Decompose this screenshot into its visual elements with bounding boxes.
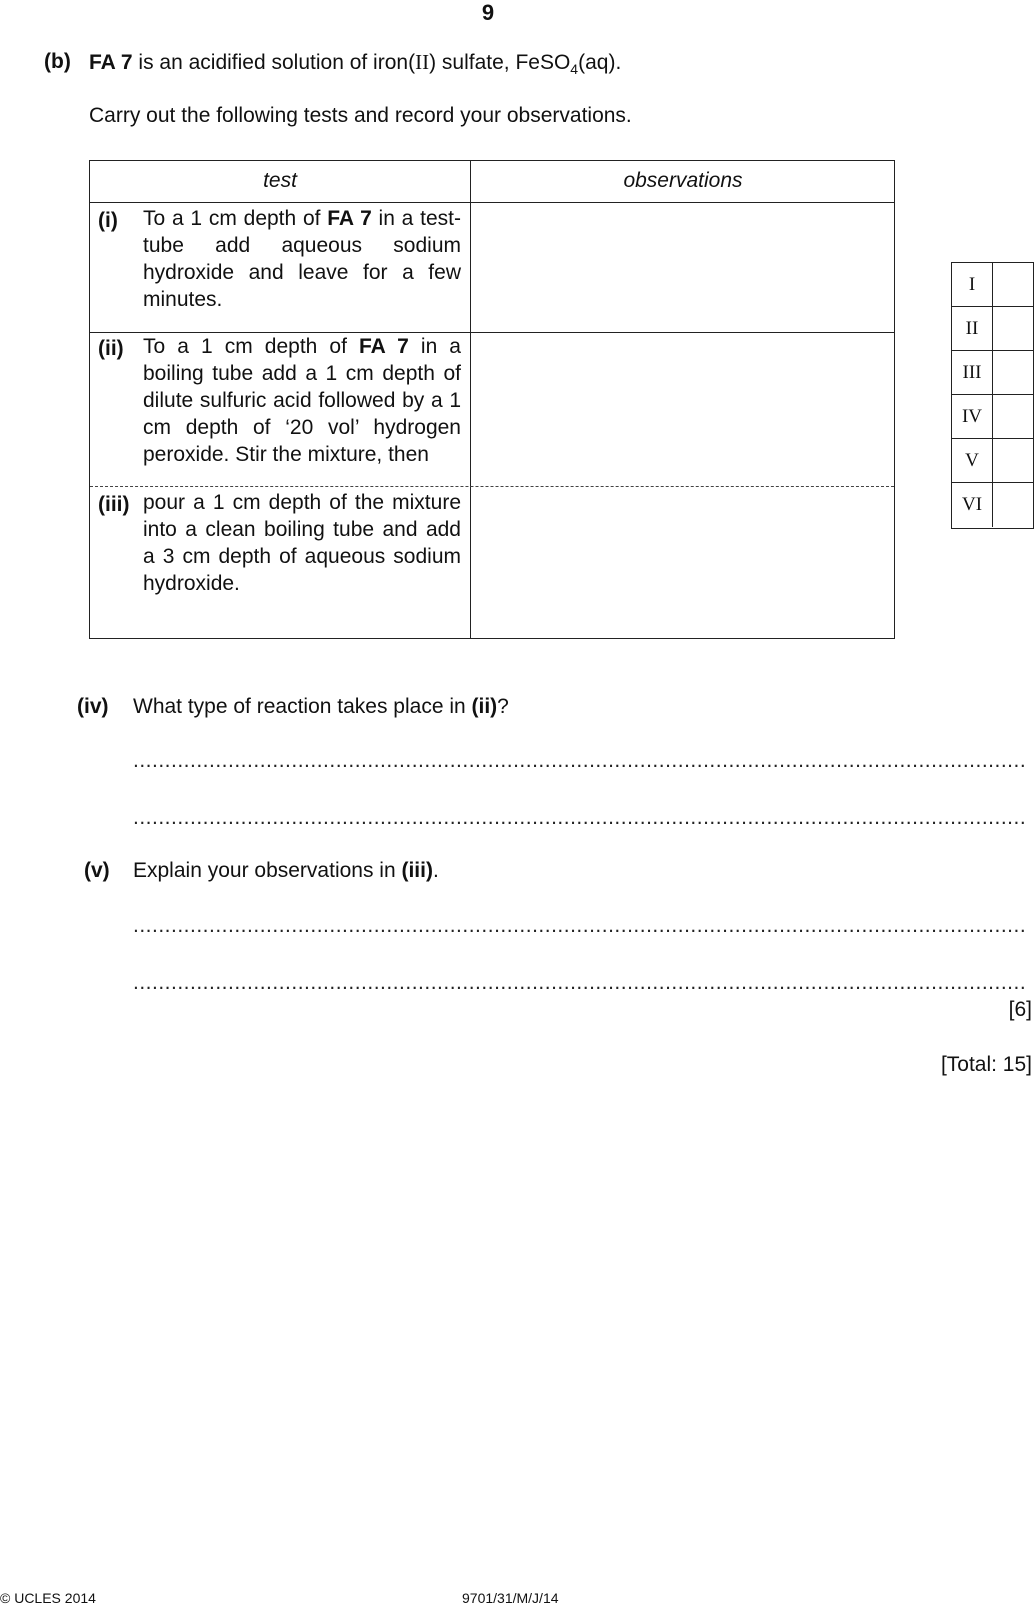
row-text-i [143, 205, 461, 313]
dotted-row-rule [90, 486, 894, 487]
footer-paper-code: 9701/31/M/J/14 [462, 1590, 559, 1606]
tests-table [89, 160, 895, 639]
question-iv-body: What type of reaction takes place in [133, 695, 472, 718]
header-rule [90, 202, 894, 203]
header-test: test [263, 169, 297, 192]
mark-cell-iii [992, 351, 1033, 394]
question-v-text [133, 859, 439, 883]
row-i-post: in a test-tube add aqueous sodium hydroxide and leave for a few minutes. [143, 207, 461, 311]
mark-row-iv [952, 395, 1033, 439]
intro-text-1: is an acidified solution of iron( [132, 51, 416, 74]
question-iv-text [133, 695, 509, 719]
question-iv-end: ? [497, 695, 509, 718]
mark-label-vi: VI [961, 494, 983, 515]
mark-label-iv: IV [961, 405, 983, 427]
question-v-label: (v) [84, 859, 110, 882]
mark-cell-v [992, 439, 1033, 482]
mark-cell-ii [992, 307, 1033, 350]
header-observations: observations [623, 169, 743, 192]
mark-label-iii: III [962, 361, 982, 383]
page-number: 9 [481, 0, 495, 25]
row-i-bold: FA 7 [327, 207, 372, 230]
mark-row-iii [952, 351, 1033, 395]
mark-cell-i [992, 263, 1033, 306]
mark-row-vi [952, 483, 1033, 527]
intro-text-2: ) sulfate, FeSO [429, 51, 571, 74]
mark-cell-vi [992, 483, 1033, 527]
observation-cell-i[interactable] [472, 204, 894, 331]
answer-line[interactable]: ............................................................................................................................................. [133, 914, 1027, 937]
mark-label-v: V [965, 449, 979, 471]
mark-label-ii: II [965, 317, 979, 339]
footer-copyright: © UCLES 2014 [0, 1590, 96, 1606]
mark-label-i: I [968, 273, 976, 295]
marks-allocation: [6] [1008, 998, 1032, 1021]
question-iv-label: (iv) [77, 695, 109, 718]
question-v-body: Explain your observations in [133, 859, 402, 882]
row-i-pre: To a 1 cm depth of [143, 207, 328, 230]
observation-cell-ii[interactable] [472, 334, 894, 485]
examiner-marks-box [951, 262, 1034, 529]
row-ii-pre: To a 1 cm depth of [143, 335, 360, 358]
mark-row-ii [952, 307, 1033, 351]
mark-cell-iv [992, 395, 1033, 438]
intro-suffix: (aq). [578, 51, 622, 74]
question-iv-ref: (ii) [471, 695, 498, 718]
row-ii-bold: FA 7 [359, 335, 409, 358]
fa-label: FA 7 [89, 51, 133, 74]
row-text-ii [143, 333, 461, 468]
question-v-ref: (iii) [401, 859, 433, 882]
total-marks: [Total: 15] [940, 1053, 1032, 1076]
row-label-iii: (iii) [98, 493, 130, 516]
row-ii-post: in a boiling tube add a 1 cm depth of dilute sulfuric acid followed by a 1 cm depth of ‘20 vol’ hydrogen peroxide. Stir the mixture, then [143, 335, 461, 466]
formula-subscript: 4 [570, 61, 579, 78]
answer-line[interactable]: ............................................................................................................................................. [133, 806, 1027, 829]
mark-row-v [952, 439, 1033, 483]
part-intro [89, 50, 621, 77]
row-label-ii: (ii) [98, 337, 124, 360]
answer-line[interactable]: ............................................................................................................................................. [133, 971, 1027, 994]
row-label-i: (i) [98, 209, 118, 232]
mark-row-i [952, 263, 1033, 307]
question-v-end: . [432, 859, 439, 882]
column-divider [470, 161, 471, 638]
oxidation-state: II [415, 50, 430, 74]
answer-line[interactable]: ............................................................................................................................................. [133, 749, 1027, 772]
part-label: (b) [44, 50, 71, 73]
instruction-text: Carry out the following tests and record your observations. [89, 104, 632, 127]
observation-cell-iii[interactable] [472, 488, 894, 638]
row-text-iii: pour a 1 cm depth of the mixture into a clean boiling tube and add a 3 cm depth of aqueous sodium hydroxide. [143, 491, 461, 595]
